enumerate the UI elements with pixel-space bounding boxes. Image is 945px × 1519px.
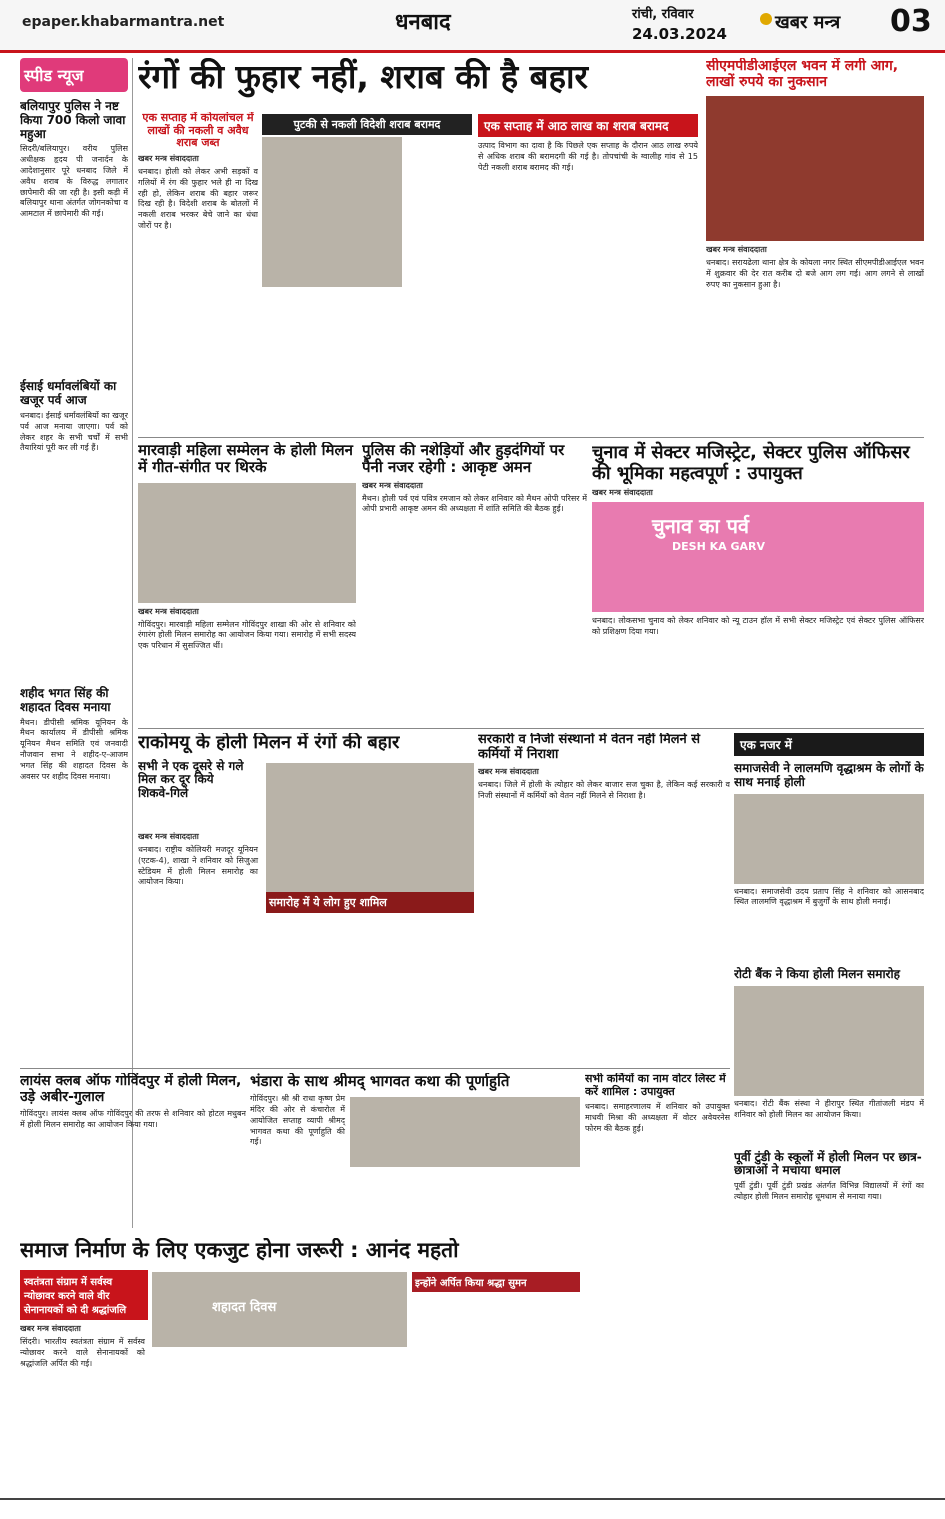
ek-nazar-body-3: पूर्वी टुंडी। पूर्वी टुंडी प्रखंड अंतर्गत विभिन्न विद्यालयों में रंगों का त्योहार होली मिलन समारोह धूमधाम से मनाया गया।	[734, 1181, 924, 1201]
ek-nazar-body-2: धनबाद। रोटी बैंक संस्था ने हीरापुर स्थित गीतांजली मंडप में शनिवार को होली मिलन का आयोजन किया।	[734, 1098, 924, 1119]
brand-name: खबर मन्त्र	[775, 12, 841, 33]
edition-city: धनबाद	[395, 10, 451, 35]
police-title: पुलिस की नशेड़ियों और हुड़दंगियों पर पैनी नजर रहेगी : आकृष्ट अमन	[362, 442, 565, 477]
sector-title: चुनाव में सेक्टर मजिस्ट्रेट, सेक्टर पुलिस ऑफिसर की भूमिका महत्वपूर्ण : उपायुक्त	[592, 442, 910, 484]
speed-news-title-1: बलियापुर पुलिस ने नष्ट किया 700 किलो जावा महुआ	[20, 99, 126, 141]
sector-body: धनबाद। लोकसभा चुनाव को लेकर शनिवार को न्यू टाउन हॉल में सभी सेक्टर मजिस्ट्रेट एवं सेक्टर पुलिस ऑफिसर को प्रशिक्षण दिया गया।	[592, 616, 924, 637]
photo-box	[262, 114, 472, 309]
brand-logo-icon	[760, 13, 772, 25]
bhagwat-story	[250, 1073, 580, 1233]
voter-body: धनबाद। समाहरणालय में शनिवार को उपायुक्त माधवी मिश्रा की अध्यक्षता में वोटर अवेयरनेस फोरम की बैठक हुई।	[585, 1102, 730, 1133]
samaj-story	[20, 1238, 580, 1498]
rakomayu-body: धनबाद। राष्ट्रीय कोलियरी मजदूर यूनियन (एटक-4), शाखा ने शनिवार को सिजुआ स्टेडियम में होली मिलन समारोह का आयोजन किया।	[138, 845, 258, 887]
column-divider	[132, 58, 134, 1228]
edition-place: रांची, रविवार	[632, 7, 694, 22]
credit-line: खबर मन्त्र संवाददाता	[138, 832, 199, 842]
speed-news-body-3: मैथन। डीपीसी श्रमिक यूनियन के मैथन कार्यालय में डीपीसी श्रमिक यूनियन मैथन समिति एवं जनवादी नौजवान सभा ने शहीद-ए-आजम भगत सिंह की शहादत दिवस के अवसर पर शहीद दिवस मनाया।	[20, 717, 128, 781]
samaj-banner: शहादत दिवस	[212, 1300, 277, 1315]
main-headline: रंगों की फुहार नहीं, शराब की है बहार	[138, 58, 589, 96]
sector-banner-subtitle: DESH KA GARV	[672, 540, 765, 554]
main-story-left	[138, 112, 258, 432]
bhagwat-photo	[350, 1097, 580, 1167]
week-seizure-story	[478, 114, 698, 432]
lions-title: लायंस क्लब ऑफ गोविंदपुर में होली मिलन, उड़े अबीर-गुलाल	[20, 1073, 242, 1106]
sector-banner-title: चुनाव का पर्व	[652, 514, 750, 539]
seized-liquor-photo	[262, 137, 402, 287]
credit-line: खबर मन्त्र संवाददाता	[138, 606, 199, 616]
speed-news-badge: स्पीड न्यूज	[20, 58, 128, 92]
police-story	[362, 442, 587, 722]
rakomayu-quote: सभी ने एक दूसरे से गले मिल कर दूर किये शिकवे-गिले	[138, 758, 244, 801]
ek-nazar-body-1: धनबाद। समाजसेवी उदय प्रताप सिंह ने शनिवार को आसनबाद स्थित लालमणि वृद्धाश्रम में बुजुर्गों के साथ होली मनाई।	[734, 886, 924, 907]
fire-story	[706, 58, 924, 433]
samaj-photo	[152, 1272, 407, 1347]
main-subhead: एक सप्ताह में कोयलांचल में लाखों की नकली व अवैध शराब जब्त	[142, 112, 254, 150]
samaj-title: समाज निर्माण के लिए एकजुट होना जरूरी : आनंद महतो	[20, 1238, 459, 1262]
photo-title: पुटकी से नकली विदेशी शराब बरामद	[262, 114, 472, 135]
credit-line: खबर मन्त्र संवाददाता	[138, 153, 199, 163]
credit-line: खबर मन्त्र संवाददाता	[592, 488, 653, 498]
marwari-story	[138, 442, 356, 722]
voter-story	[585, 1073, 730, 1493]
page-header	[0, 0, 945, 53]
credit-line: खबर मन्त्र संवाददाता	[20, 1324, 81, 1334]
lions-story	[20, 1073, 246, 1233]
rakomayu-photo	[266, 763, 474, 913]
police-body: मैथन। होली पर्व एवं पवित्र रमजान को लेकर शनिवार को मैथन ओपी परिसर में ओपी प्रभारी आकृष्ट अमन की अध्यक्षता में शांति समिति की बैठक हुई।	[362, 493, 587, 514]
bhagwat-body: गोविंदपुर। श्री श्री राधा कृष्ण प्रेम मंदिर की ओर से कंचारोल में आयोजित सप्ताह व्यापी श्रीमद् भागवत कथा की पूर्णाहुति की गई।	[250, 1094, 345, 1147]
credit-line: खबर मन्त्र संवाददाता	[362, 480, 423, 490]
speed-news-body-1: सिदरी/बलियापुर। वरीय पुलिस अधीक्षक हृदय पी जनार्दन के आदेशानुसार पूरे धनबाद जिले में अवैध शराब के विरुद्ध लगातार छापेमारी की जा रही है। इसी कड़ी में बलियापुर थाना अंतर्गत जोगनकोचा व आमटाल में छापेमारी की गई।	[20, 144, 128, 219]
ek-nazar-photo-1	[734, 794, 924, 884]
main-story-body: धनबाद। होली को लेकर अभी सड़कों व गलियों में रंग की फुहार भले ही ना दिख रही हो, लेकिन शराब की बहार जरूर दिख रही है। विदेशी शराब के बोतलों में नकली शराब भरकर बेचे जाने का धंधा जोरों पर है।	[138, 166, 258, 230]
row-divider	[138, 728, 924, 730]
credit-line: खबर मन्त्र संवाददाता	[706, 245, 767, 255]
speed-news-title-3: शहीद भगत सिंह की शहादत दिवस मनाया	[20, 685, 111, 714]
epaper-url[interactable]: epaper.khabarmantra.net	[22, 14, 225, 30]
rakomayu-story	[138, 733, 474, 1063]
ek-nazar-title-2: रोटी बैंक ने किया होली मिलन समारोह	[734, 967, 900, 982]
ek-nazar-title-3: पूर्वी टुंडी के स्कूलों में होली मिलन पर छात्र-छात्राओं ने मचाया धमाल	[734, 1149, 922, 1178]
lions-body: गोविंदपुर। लायंस क्लब ऑफ गोविंदपुर की तरफ से शनिवार को होटल मधुबन में होली मिलन समारोह का आयोजन किया गया।	[20, 1109, 246, 1129]
page-number: 03	[890, 4, 932, 39]
samaj-body: सिंदरी। भारतीय स्वतंत्रता संग्राम में सर्वस्व न्योछावर करने वाले सेनानायकों को श्रद्धांजलि अर्पित की गई।	[20, 1337, 145, 1368]
marwari-photo	[138, 483, 356, 603]
speed-news-title-2: ईसाई धर्मावलंबियों का खजूर पर्व आज	[20, 379, 117, 408]
voter-title: सभी कर्मियों का नाम वोटर लिस्ट में करें शामिल : उपायुक्त	[585, 1073, 726, 1098]
credit-line: खबर मन्त्र संवाददाता	[478, 766, 539, 776]
ek-nazar-title-1: समाजसेवी ने लालमणि वृद्धाश्रम के लोगों के साथ मनाई होली	[734, 761, 924, 789]
edition-date: 24.03.2024	[632, 25, 727, 43]
rakomayu-photo-label: समारोह में ये लोग हुए शामिल	[266, 892, 474, 913]
row-divider	[20, 1068, 730, 1070]
week-seizure-body: उत्पाद विभाग का दावा है कि पिछले एक सप्ताह के दौरान आठ लाख रुपये से अधिक शराब की बरामदगी की गई है। तोपचांची के ग्वालीह गांव से 15 पेटी नकली शराब बरामद की गई।	[478, 141, 698, 172]
samaj-red-box: स्वतंत्रता संग्राम में सर्वस्व न्योछावर करने वाले वीर सेनानायकों को दी श्रद्धांजलि	[20, 1270, 148, 1320]
sector-story	[592, 395, 924, 725]
speed-news-column	[20, 58, 128, 1228]
samaj-sublabel: इन्होंने अर्पित किया श्रद्धा सुमन	[412, 1272, 580, 1292]
fire-body: धनबाद। सरायढेला थाना क्षेत्र के कोयला नगर स्थित सीएमपीडीआईएल भवन में शुक्रवार की देर रात करीब दो बजे आग लग गई। आग लगने से लाखों रुपए का नुकसान हुआ है।	[706, 258, 924, 289]
ek-nazar-photo-2	[734, 986, 924, 1096]
week-seizure-label: एक सप्ताह में आठ लाख का शराब बरामद	[478, 114, 698, 137]
marwari-title: मारवाड़ी महिला सम्मेलन के होली मिलन में गीत-संगीत पर थिरके	[138, 442, 353, 477]
ek-nazar-column	[734, 733, 924, 1493]
speed-news-body-2: धनबाद। ईसाई धर्मावलंबियों का खजूर पर्व आज मनाया जाएगा। पर्व को लेकर शहर के सभी चर्चों में सभी तैयारियां पूरी कर ली गई हैं।	[20, 410, 128, 453]
ek-nazar-label-1: एक	[740, 738, 756, 752]
bhagwat-title: भंडारा के साथ श्रीमद् भागवत कथा की पूर्णाहुति	[250, 1073, 510, 1090]
ek-nazar-label-2: नजर में	[760, 738, 792, 752]
fire-title: सीएमपीडीआईएल भवन में लगी आग, लाखों रुपये का नुकसान	[706, 58, 899, 91]
page-footer	[0, 1498, 945, 1519]
sector-banner-photo	[592, 502, 924, 612]
fire-photo	[706, 96, 924, 241]
marwari-body: गोविंदपुर। मारवाड़ी महिला सम्मेलन गोविंदपुर शाखा की ओर से शनिवार को रंगारंग होली मिलन समारोह का आयोजन किया गया। समारोह में सभी सदस्य एक परिधान में सुसज्जित थीं।	[138, 619, 356, 651]
salary-story	[478, 733, 730, 1063]
rakomayu-title: राकोमयू के होली मिलन में रंगों की बहार	[138, 733, 400, 753]
salary-body: धनबाद। जिले में होली के त्योहार को लेकर बाजार सज चुका है, लेकिन कई सरकारी व निजी संस्थानों में कर्मियों को वेतन नहीं मिलने से निराशा है।	[478, 779, 730, 800]
salary-title: सरकारी व निजी संस्थानों में वेतन नहीं मिलने से कर्मियों में निराशा	[478, 733, 701, 762]
ek-nazar-label	[734, 733, 924, 756]
